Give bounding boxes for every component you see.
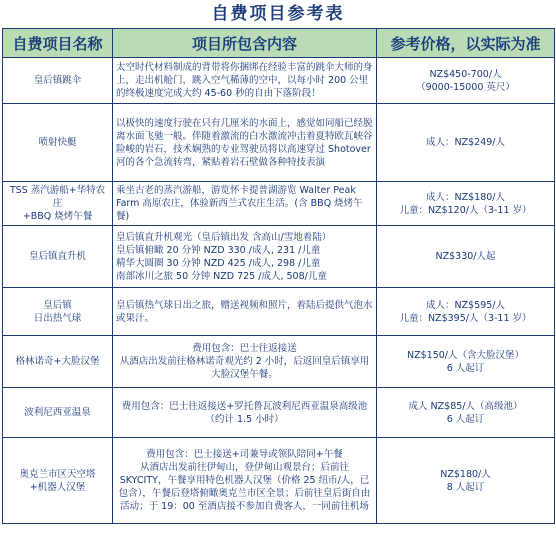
project-name-cell-line: 皇后镇跳伞	[33, 75, 82, 86]
project-name-cell-line: 皇后镇直升机	[28, 251, 86, 262]
project-price-cell-line: 成人：NZ$180/人	[426, 191, 505, 203]
project-name-cell	[3, 58, 113, 104]
table-row	[3, 288, 555, 336]
project-content-cell	[113, 226, 377, 288]
project-content-cell-line: 精华大圆圈 30 分钟 NZD 425 /成人, 298 /儿童	[116, 257, 321, 269]
project-content-cell-line: 费用包含：巴士往返接送+罗托鲁瓦波利尼西亚温泉高级池（约计 1.5 小时）	[121, 400, 368, 425]
project-name-cell	[3, 182, 113, 226]
table-row	[3, 182, 555, 226]
project-name-cell-line: +机器人汉堡	[29, 481, 86, 493]
project-content-cell-line: 太空时代材料制成的背带将你捆绑在经验丰富的跳伞大师的身上，走出机舱门，跳入空气稀薄的空中，以每小时 200 公里的终极速度完成大约 45-60 秒的自由下落阶段！	[116, 62, 373, 99]
project-price-cell-line: NZ$180/人	[440, 468, 491, 480]
project-price-cell	[377, 182, 555, 226]
project-price-cell-line: （9000-15000 英尺）	[416, 81, 515, 93]
project-price-cell-line: 儿童：NZ$120/人（3-11 岁）	[399, 204, 532, 216]
project-price-cell	[377, 388, 555, 438]
project-price-cell	[377, 226, 555, 288]
project-content-cell-line: 南部冰川之旅 50 分钟 NZD 725 /成人, 508/儿童	[116, 270, 327, 282]
project-content-cell	[113, 336, 377, 388]
header-name: 自费项目名称	[3, 29, 113, 58]
project-content-cell	[113, 58, 377, 104]
table-row	[3, 104, 555, 182]
project-content-cell	[113, 182, 377, 226]
project-name-cell-line: 奥克兰市区天空塔	[19, 468, 96, 480]
project-price-cell-line: NZ$450-700/人	[429, 68, 502, 80]
project-name-cell	[3, 288, 113, 336]
project-content-cell-line: 乘坐古老的蒸汽游船，游览怀卡提普湖游览 Walter Peak Farm 高原农庄，体验新西兰式农庄生活。(含 BBQ 烧烤午餐)	[116, 185, 363, 222]
project-name-cell	[3, 336, 113, 388]
project-price-cell-line: 8 人起订	[446, 481, 485, 493]
project-price-cell-line: NZ$150/人（含大脸汉堡）	[407, 349, 524, 361]
project-content-cell	[113, 104, 377, 182]
project-name-cell	[3, 438, 113, 524]
project-name-cell-line: 日出热气球	[33, 312, 82, 324]
project-name-cell-line: +BBQ 烧烤午餐	[22, 211, 93, 222]
project-price-cell	[377, 58, 555, 104]
project-name-cell-line: 皇后镇	[43, 299, 72, 311]
project-content-cell-line: 皇后镇热气球日出之旅，赠送视频和照片，着陆后提供气泡水或果汁。	[116, 299, 373, 324]
project-name-cell-line: 喷射快艇	[38, 137, 77, 148]
project-name-cell-line: TSS 蒸汽游船+华特农庄	[9, 185, 106, 209]
table-row	[3, 226, 555, 288]
project-name-cell	[3, 104, 113, 182]
table-row	[3, 336, 555, 388]
project-content-cell-line: 从酒店出发前往格林诺奇观光约 2 小时，后返回皇后镇享用大脸汉堡午餐。	[119, 356, 370, 380]
project-content-cell-line: 皇后镇俯瞰 20 分钟 NZD 330 /成人, 231 /儿童	[116, 244, 321, 256]
project-price-cell	[377, 336, 555, 388]
project-content-cell-line: 从酒店出发前往伊甸山，登伊甸山观景台；后前往 SKYCITY，午餐享用特色机器人汉堡（价格 25 纽币/人，已包含），午餐后登塔俯瞰奥克兰市区全景；后前往皇后街自由活动；于 19：00 至酒店接不参加自费客人，一同前往机场	[118, 462, 371, 512]
project-name-cell	[3, 388, 113, 438]
project-price-cell-line: 成人：NZ$249/人	[426, 137, 505, 148]
project-name-cell-line: 波利尼西亚温泉	[24, 407, 91, 418]
header-price: 参考价格，以实际为准	[377, 29, 555, 58]
project-content-cell-line: 皇后镇直升机观光（皇后镇出发 含高山/雪地着陆）	[116, 231, 332, 243]
project-content-cell-line: 费用包含：巴士接送+司兼导或领队陪同+午餐	[146, 449, 343, 460]
project-price-cell-line: NZ$330/人起	[435, 251, 496, 262]
table-row	[3, 438, 555, 524]
project-price-cell-line: 6 人起订	[446, 413, 485, 425]
project-name-cell	[3, 226, 113, 288]
project-price-cell-line: 成人：NZ$595/人	[426, 299, 505, 311]
project-price-cell	[377, 288, 555, 336]
expense-table	[2, 28, 555, 524]
table-row	[3, 388, 555, 438]
page-title: 自费项目参考表	[211, 4, 345, 24]
project-price-cell	[377, 438, 555, 524]
project-content-cell	[113, 288, 377, 336]
project-content-cell	[113, 388, 377, 438]
table-header-row	[3, 29, 555, 58]
table-row	[3, 58, 555, 104]
project-price-cell	[377, 104, 555, 182]
project-price-cell-line: 成人 NZ$85/人（高级池）	[408, 400, 523, 412]
header-content: 项目所包含内容	[113, 29, 377, 58]
project-content-cell-line: 以极快的速度行驶在只有几厘米的水面上，感觉如同船已经脱离水面飞驰一般。伴随着激流的白水激流冲击着夏特欧瓦峡谷险峻的岩石，技术娴熟的专业驾驶员将以高速穿过 Shotover 河的各个急流转弯，紧贴着岩石壁做各种特技表演	[116, 117, 373, 168]
project-content-cell-line: 费用包含：巴士往返接送	[192, 343, 297, 354]
project-price-cell-line: 6 人起订	[446, 362, 485, 374]
project-content-cell	[113, 438, 377, 524]
project-name-cell-line: 格林诺奇+大脸汉堡	[15, 356, 100, 367]
project-price-cell-line: 儿童：NZ$395/人（3-11 岁）	[399, 312, 532, 324]
